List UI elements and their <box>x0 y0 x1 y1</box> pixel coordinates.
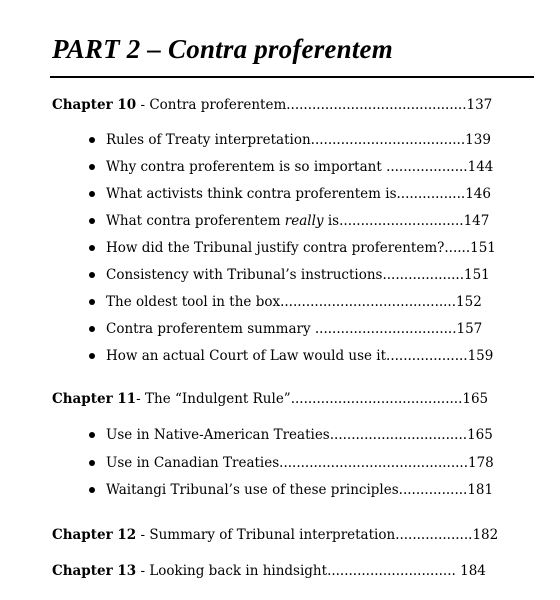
page-number: 165 <box>467 427 493 443</box>
bullet-icon <box>89 326 95 332</box>
page-number: 157 <box>456 321 483 337</box>
item-text: Use in Canadian Treaties <box>106 455 280 471</box>
item-text: Use in Native-American Treaties <box>106 427 330 443</box>
chapter-title: Summary of Tribunal interpretation <box>149 527 396 543</box>
toc-item <box>106 183 491 205</box>
toc-item <box>106 424 493 446</box>
dot-leader: .................. <box>395 527 473 543</box>
page-number: 178 <box>468 455 494 471</box>
bullet-icon <box>89 353 95 359</box>
page-number: 146 <box>465 186 491 202</box>
page-number: 152 <box>456 294 482 310</box>
item-text: is <box>323 213 340 229</box>
toc-item <box>106 345 493 367</box>
part-title: PART 2 – Contra proferentem <box>52 34 393 64</box>
chapter-title: Looking back in hindsight <box>149 563 328 579</box>
toc-item <box>106 479 493 501</box>
toc-item <box>106 129 491 151</box>
page-number: 184 <box>455 563 486 579</box>
dot-leader: ................................. <box>314 321 457 337</box>
chapter-title: Contra proferentem <box>149 97 287 113</box>
item-text: Why contra proferentem is so important <box>106 159 387 175</box>
chapter-title: The “Indulgent Rule” <box>145 391 291 407</box>
item-text: The oldest tool in the box <box>106 294 281 310</box>
dot-leader: .................................... <box>310 132 466 148</box>
bullet-icon <box>89 487 95 493</box>
bullet-icon <box>89 164 95 170</box>
dot-leader: ...... <box>444 240 471 256</box>
dot-leader: ......................................... <box>280 294 457 310</box>
chapter-separator: - <box>136 563 150 579</box>
item-emphasis: really <box>284 213 324 229</box>
chapter-label: Chapter 10 <box>52 97 137 113</box>
toc-item <box>106 291 482 313</box>
chapter-11-line <box>52 388 488 410</box>
dot-leader: ............................. <box>339 213 464 229</box>
dot-leader: ................... <box>386 348 468 364</box>
item-text: Rules of Treaty interpretation <box>106 132 311 148</box>
page-number: 139 <box>465 132 491 148</box>
bullet-icon <box>89 432 95 438</box>
toc-item <box>106 318 482 340</box>
dot-leader: ................ <box>398 482 468 498</box>
chapter-separator: - <box>136 97 150 113</box>
chapter-separator: - <box>136 391 146 407</box>
toc-item <box>106 156 493 178</box>
bullet-icon <box>89 137 95 143</box>
page-number: 147 <box>463 213 490 229</box>
item-text: What activists think contra proferentem is <box>106 186 397 202</box>
toc-item <box>106 237 496 259</box>
item-text: Contra proferentem summary <box>106 321 315 337</box>
page-number: 151 <box>464 267 490 283</box>
toc-item <box>106 264 490 286</box>
page-number: 182 <box>472 527 499 543</box>
item-text: How an actual Court of Law would use it <box>106 348 387 364</box>
bullet-icon <box>89 299 95 305</box>
page-number: 137 <box>466 97 493 113</box>
dot-leader: ................... <box>386 159 468 175</box>
dot-leader: ........................................ <box>290 391 463 407</box>
item-text: Waitangi Tribunal’s use of these principles <box>106 482 399 498</box>
chapter-separator: - <box>136 527 150 543</box>
toc-item <box>106 452 494 474</box>
bullet-icon <box>89 218 95 224</box>
page-number: 144 <box>467 159 494 175</box>
chapter-13-line <box>52 560 486 582</box>
dot-leader: .......................................... <box>286 97 467 113</box>
chapter-12-line <box>52 524 498 546</box>
dot-leader: ................................ <box>329 427 468 443</box>
item-text: How did the Tribunal justify contra proferentem? <box>106 240 445 256</box>
bullet-icon <box>89 191 95 197</box>
dot-leader: ................ <box>396 186 466 202</box>
page-number: 181 <box>467 482 494 498</box>
item-text: What contra proferentem <box>106 213 285 229</box>
dot-leader: .............................. <box>327 563 456 579</box>
page-number: 165 <box>462 391 489 407</box>
bullet-icon <box>89 245 95 251</box>
page-number: 151 <box>470 240 496 256</box>
dot-leader: ............................................ <box>279 455 468 471</box>
item-text: Consistency with Tribunal’s instructions <box>106 267 383 283</box>
chapter-label: Chapter 11 <box>52 391 137 407</box>
chapter-label: Chapter 13 <box>52 563 137 579</box>
chapter-label: Chapter 12 <box>52 527 137 543</box>
chapter-10-line <box>52 94 492 116</box>
bullet-icon <box>89 460 95 466</box>
toc-item <box>106 210 489 232</box>
bullet-icon <box>89 272 95 278</box>
title-rule <box>50 76 534 78</box>
dot-leader: ................... <box>382 267 464 283</box>
page-number: 159 <box>467 348 494 364</box>
